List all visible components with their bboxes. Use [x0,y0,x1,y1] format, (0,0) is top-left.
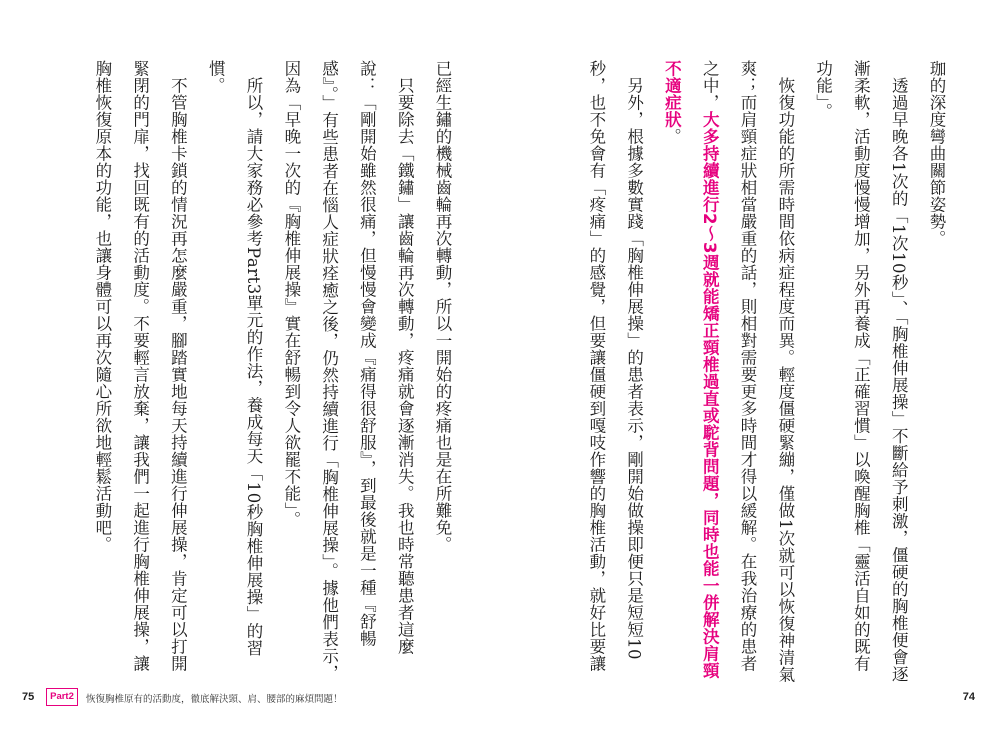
paragraph [917,60,955,685]
paragraph [577,60,653,685]
paragraph [196,60,272,685]
paragraph-text: 另外，根據多數實踐「胸椎伸展操」的患者表示，剛開始做操即便只是短短10秒，也不免會有「疼痛」的感覺，但要讓僵硬到嘎吱作響的胸椎活動，就好比要讓 [586,60,644,672]
paragraph [83,60,196,685]
highlighted-text: 大多持續進行2～3週就能矯正頸椎過直或駝背問題，同時也能一併解決肩頸不適症狀 [662,60,720,679]
paragraph-text: 珈的深度彎曲關節姿勢。 [927,60,946,247]
paragraph [804,60,917,685]
paragraph-text: 只要除去「鐵鏽」讓齒輪再次轉動，疼痛就會逐漸消失。我也時常聽患者這麼說：「剛開始雖然很痛，但慢慢會變成『痛得很舒服』，到最後就是一種『舒暢感』。」有些患者在惱人症狀痊癒之後，仍然持續進行「胸椎伸展操」。據他們表示，因為「早晚一次的『胸椎伸展操』實在舒暢到令人欲罷不能」。 [281,60,415,682]
paragraph-text: 透過早晚各1次的「1次10秒」、「胸椎伸展操」不斷給予刺激，僵硬的胸椎便會逐漸柔軟，活動度慢慢增加，另外再養成「正確習慣」以喚醒胸椎「靈活自如的既有功能」。 [813,60,909,682]
running-header: 恢復胸椎原有的活動度，徹底解決頸、肩、腰部的麻煩問題！ [86,694,343,705]
left-page-body [41,60,461,685]
paragraph-text: 。 [662,128,682,145]
paragraph-text: 已經生鏽的機械齒輪再次轉動，所以一開始的疼痛也是在所難免。 [433,60,452,553]
paragraph-text: 所以，請大家務必參考Part3單元的作法，養成每天「10秒胸椎伸展操」的習慣。 [206,60,264,657]
part-badge: Part2 [46,688,78,706]
paragraph [272,60,423,685]
paragraph [653,60,804,685]
paragraph-text: 不管胸椎卡鎖的情況再怎麼嚴重，腳踏實地每天持續進行伸展操，肯定可以打開緊閉的門扉，找回既有的活動度。不要輕言放棄，讓我們一起進行胸椎伸展操，讓胸椎恢復原本的功能，也讓身體可以再次隨心所欲地輕鬆活動吧。 [92,60,188,672]
page-number-right: 74 [962,691,975,703]
page-number-left: 75 [22,691,35,703]
right-page-body [525,60,955,685]
paragraph-text: 恢復功能的所需時間依病症程度而異。輕度僵硬緊繃，僅做1次就可以恢復神清氣爽；而肩頸症狀相當嚴重的話，則相對需要更多時間才得以緩解。在我治療的患者之中， [700,60,795,683]
paragraph [423,60,461,685]
